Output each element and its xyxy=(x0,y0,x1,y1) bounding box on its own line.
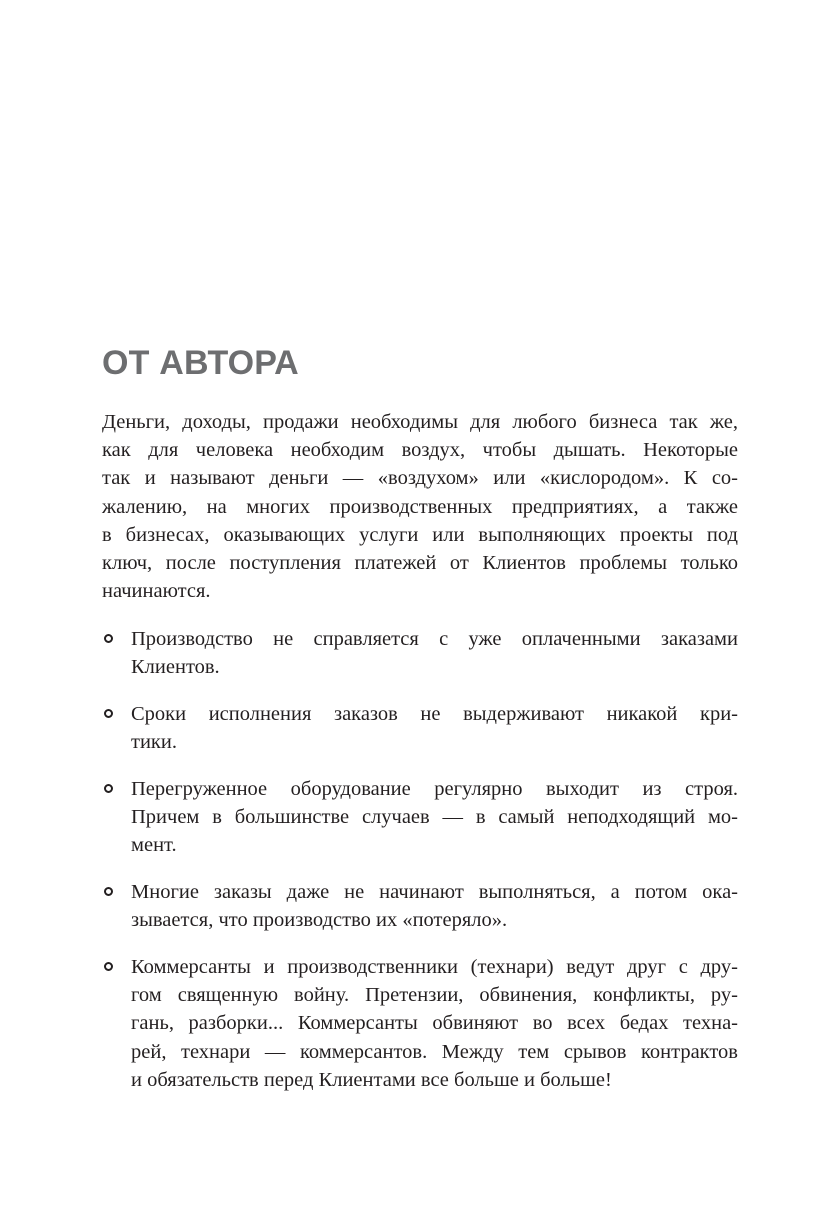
list-item-line: Сроки исполнения заказов не выдерживают никакой кри- xyxy=(131,703,738,725)
circle-bullet-icon xyxy=(104,962,113,971)
list-item-line: гом священную войну. Претензии, обвинения, конфликты, ру- xyxy=(131,984,738,1007)
circle-bullet-icon xyxy=(104,634,113,643)
intro-line: в бизнесах, оказывающих услуги или выполняющих проекты под xyxy=(102,523,738,546)
list-item-line: Производство не справляется с уже оплаченными заказами xyxy=(131,628,738,650)
list-item-line: Перегруженное оборудование регулярно выходит из строя. xyxy=(131,778,738,800)
chapter-heading: ОТ АВТОРА xyxy=(102,344,299,382)
list-item-line: зывается, что производство их «потеряло». xyxy=(131,909,508,932)
list-item-line: Коммерсанты и производственники (технари) ведут друг с дру- xyxy=(131,956,738,978)
list-item-line: мент. xyxy=(131,834,177,857)
list-item-text xyxy=(131,775,738,860)
intro-line: Деньги, доходы, продажи необходимы для любого бизнеса так же, xyxy=(102,411,738,433)
intro-line: ключ, после поступления платежей от Клиентов проблемы только xyxy=(102,551,738,574)
intro-line: жалению, на многих производственных предприятиях, а также xyxy=(102,495,738,518)
intro-line: как для человека необходим воздух, чтобы дышать. Некоторые xyxy=(102,439,738,462)
intro-paragraph xyxy=(102,408,738,605)
list-item-line: Многие заказы даже не начинают выполняться, а потом ока- xyxy=(131,881,738,903)
intro-line: так и называют деньги — «воздухом» или «кислородом». К со- xyxy=(102,467,738,490)
list-item-text xyxy=(131,953,738,1094)
circle-bullet-icon xyxy=(104,784,113,793)
list-item-text xyxy=(131,625,738,681)
circle-bullet-icon xyxy=(104,887,113,896)
list-item-line: гань, разборки... Коммерсанты обвиняют во всех бедах техна- xyxy=(131,1012,738,1035)
list-item-line: и обязательств перед Клиентами все больше и больше! xyxy=(131,1068,612,1091)
list-item-text xyxy=(131,700,738,756)
intro-line: начинаются. xyxy=(102,580,211,603)
list-item-text xyxy=(131,878,738,934)
circle-bullet-icon xyxy=(104,709,113,718)
list-item-line: тики. xyxy=(131,731,177,754)
list-item-line: Клиентов. xyxy=(131,656,220,679)
list-item-line: Причем в большинстве случаев — в самый неподходящий мо- xyxy=(131,806,738,829)
list-item-line: рей, технари — коммерсантов. Между тем срывов контрактов xyxy=(131,1040,738,1063)
